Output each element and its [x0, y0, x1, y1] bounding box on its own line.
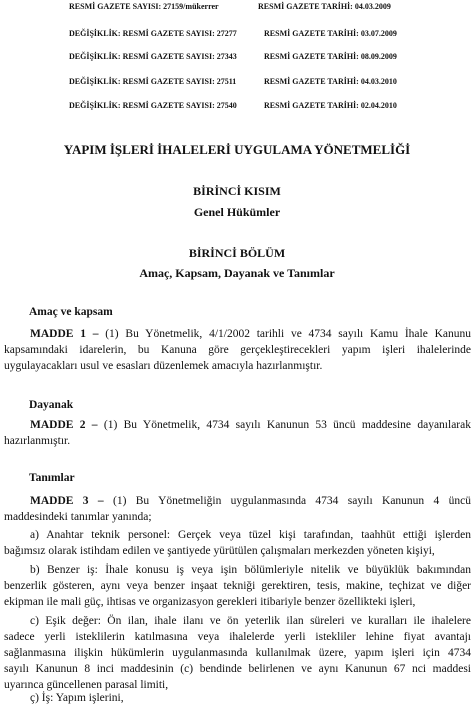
article-text: uygulayacakları usul ve esasları düzenlemek amacıyla hazırlanmıştır. — [4, 360, 323, 372]
article-text: hazırlanmıştır. — [4, 435, 71, 447]
definition-cc — [4, 690, 471, 706]
part-title: BİRİNCİ KISIM — [193, 184, 281, 198]
article-text: kapsamındaki idarelerin, bu Kanuna göre gerçekleştirecekleri yapım işleri ihalelerinde — [4, 344, 471, 356]
section-heading-tanimlar: Tanımlar — [29, 472, 75, 484]
header-right: RESMİ GAZETE TARİHİ: 04.03.2009 — [258, 2, 391, 11]
section-heading-amac: Amaç ve kapsam — [29, 306, 113, 318]
definition-text: ekipman ile mali güç, ihtisas ve organizasyon gerekleri itibariyle benzer özellikteki işleri, — [4, 596, 416, 608]
definition-text: sadece yerli isteklilerin katılmasına veya ihalelerde yerli istekliler lehine fiyat avantajı — [4, 631, 471, 643]
header-right: RESMİ GAZETE TARİHİ: 02.04.2010 — [264, 101, 397, 110]
article-text: (1) Bu Yönetmelik, 4734 sayılı Kanunun 53 üncü maddesine dayanılarak — [97, 419, 471, 431]
definition-text: benzerlik gösteren, aynı veya benzer inşaat tekniği gerektiren, tesis, makine, teçhizat ve diğer — [4, 580, 471, 592]
definition-text: ç) İş: Yapım işlerini, — [30, 692, 124, 704]
article-2 — [4, 417, 471, 449]
definition-text: bağımsız olarak istihdam edilen ve şantiyede yürütülen çalışmaları merkezden yöneten kişiyi, — [4, 545, 435, 557]
definition-text: sayılı Kanunun 8 inci maddesinin (c) bendinde belirlenen ve aynı Kanunun 67 nci maddesi — [4, 663, 471, 675]
header-left: DEĞİŞİKLİK: RESMİ GAZETE SAYISI: 27343 — [69, 52, 237, 61]
header-left: DEĞİŞİKLİK: RESMİ GAZETE SAYISI: 27540 — [69, 101, 237, 110]
header-left: DEĞİŞİKLİK: RESMİ GAZETE SAYISI: 27511 — [69, 77, 237, 86]
header-right: RESMİ GAZETE TARİHİ: 04.03.2010 — [264, 77, 397, 86]
part-subtitle: Genel Hükümler — [193, 205, 281, 219]
section-heading-dayanak: Dayanak — [29, 399, 74, 411]
article-text: (1) Bu Yönetmelik, 4/1/2002 tarihli ve 4734 sayılı Kamu İhale Kanunu — [98, 328, 471, 340]
article-label: MADDE 1 – — [30, 328, 99, 340]
header-right: RESMİ GAZETE TARİHİ: 08.09.2009 — [264, 52, 397, 61]
definition-text: sağlanmasına ilişkin hükümlerin uygulanmasında kullanılmak üzere, yapım işleri için 4734 — [4, 647, 471, 659]
definition-text: uyarınca güncellenen parasal limiti, — [4, 679, 169, 691]
article-3 — [4, 493, 471, 525]
definition-text: b) Benzer iş: İhale konusu iş veya işin bölümleriyle nitelik ve büyüklük bakımından — [30, 564, 471, 576]
header-left: RESMİ GAZETE SAYISI: 27159/mükerrer — [69, 2, 219, 11]
header-right: RESMİ GAZETE TARİHİ: 03.07.2009 — [264, 29, 397, 38]
article-text: (1) Bu Yönetmeliğin uygulanmasında 4734 sayılı Kanunun 4 üncü — [103, 495, 471, 507]
article-label: MADDE 2 – — [30, 419, 98, 431]
definition-text: c) Eşik değer: Ön ilan, ihale ilanı ve ön yeterlik ilan süreleri ve kuralları ile ihalelere — [30, 615, 471, 627]
article-text: maddesindeki tanımlar yanında; — [4, 511, 152, 523]
definition-b — [4, 562, 471, 610]
header-left: DEĞİŞİKLİK: RESMİ GAZETE SAYISI: 27277 — [69, 29, 237, 38]
document-title: YAPIM İŞLERİ İHALELERİ UYGULAMA YÖNETMELİĞİ — [63, 142, 411, 157]
chapter-subtitle: Amaç, Kapsam, Dayanak ve Tanımlar — [139, 266, 335, 280]
definition-c — [4, 613, 471, 693]
chapter-title: BİRİNCİ BÖLÜM — [188, 246, 286, 260]
definition-a — [4, 527, 471, 559]
article-1 — [4, 326, 471, 374]
article-label: MADDE 3 – — [30, 495, 104, 507]
definition-text: a) Anahtar teknik personel: Gerçek veya tüzel kişi tarafından, taahhüt ettiği işlerden — [30, 529, 471, 541]
